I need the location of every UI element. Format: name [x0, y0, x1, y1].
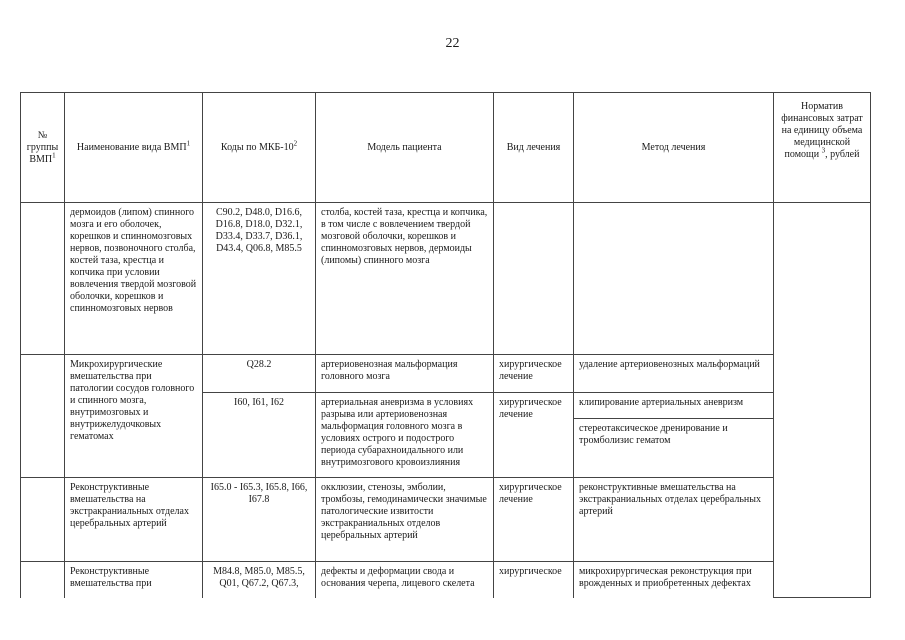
group-number-cell	[21, 355, 65, 478]
vmp-name-cell: Реконструктивные вмешательства при	[65, 562, 203, 598]
icd-codes-cell: M84.8, M85.0, M85.5, Q01, Q67.2, Q67.3,	[203, 562, 316, 598]
treatment-type-cell: хирургическое лечение	[494, 393, 574, 478]
treatment-method-cell: реконструктивные вмешательства на экстракраниальных отделах церебральных артерий	[574, 478, 774, 562]
treatment-method-cell: клипирование артериальных аневризм	[574, 393, 774, 419]
table-row	[21, 203, 871, 355]
treatment-type-cell: хирургическое	[494, 562, 574, 598]
vmp-table	[20, 92, 871, 598]
header-treatment-method: Метод лечения	[574, 93, 774, 203]
header-patient-model: Модель пациента	[316, 93, 494, 203]
vmp-name-cell: Реконструктивные вмешательства на экстракраниальных отделах церебральных артерий	[65, 478, 203, 562]
group-number-cell	[21, 478, 65, 562]
icd-codes-cell: I65.0 - I65.3, I65.8, I66, I67.8	[203, 478, 316, 562]
treatment-type-cell	[494, 203, 574, 355]
header-row	[21, 93, 871, 203]
group-number-cell	[21, 562, 65, 598]
table-row	[21, 355, 871, 393]
table-row	[21, 562, 871, 598]
header-vmp-name: Наименование вида ВМП$^1$	[65, 93, 203, 203]
patient-model-cell: окклюзии, стенозы, эмболии, тромбозы, гемодинамически значимые патологические извитости экстракраниальных отделов церебральных артерий	[316, 478, 494, 562]
patient-model-cell: артериальная аневризма в условиях разрыва или артериовенозная мальформация головного мозга в условиях острого и подострого периода субарахноидального или внутримозгового кровоизлияния	[316, 393, 494, 478]
icd-codes-cell: Q28.2	[203, 355, 316, 393]
header-group-number: № группы ВМП$^1$	[21, 93, 65, 203]
treatment-type-cell: хирургическое лечение	[494, 355, 574, 393]
icd-codes-cell: C90.2, D48.0, D16.6, D16.8, D18.0, D32.1, D33.4, D33.7, D36.1, D43.4, Q06.8, M85.5	[203, 203, 316, 355]
treatment-type-cell: хирургическое лечение	[494, 478, 574, 562]
vmp-name-cell: дермоидов (липом) спинного мозга и его оболочек, корешков и спинномозговых нервов, позвоночного столба, костей таза, крестца и копчика при условии вовлечения твердой мозговой оболочки, корешков и спинномозговых нервов	[65, 203, 203, 355]
vmp-name-cell: Микрохирургические вмешательства при патологии сосудов головного и спинного мозга, внутримозговых и внутрижелудочковых гематомах	[65, 355, 203, 478]
group-number-cell	[21, 203, 65, 355]
treatment-method-cell: стереотаксическое дренирование и тромболизис гематом	[574, 419, 774, 478]
treatment-method-cell	[574, 203, 774, 355]
treatment-method-cell: удаление артериовенозных мальформаций	[574, 355, 774, 393]
icd-codes-cell: I60, I61, I62	[203, 393, 316, 478]
patient-model-cell: артериовенозная мальформация головного мозга	[316, 355, 494, 393]
treatment-method-cell: микрохирургическая реконструкция при врожденных и приобретенных дефектах	[574, 562, 774, 598]
financial-norm-cell	[774, 203, 871, 598]
header-financial-norm: Норматив финансовых затрат на единицу объема медицинской помощи $^3$, рублей	[774, 93, 871, 203]
header-treatment-type: Вид лечения	[494, 93, 574, 203]
page-number: 22	[445, 36, 460, 51]
patient-model-cell: дефекты и деформации свода и основания черепа, лицевого скелета	[316, 562, 494, 598]
header-icd-codes: Коды по МКБ-$10^2$	[203, 93, 316, 203]
patient-model-cell: столба, костей таза, крестца и копчика, в том числе с вовлечением твердой мозговой оболочки, корешков и спинномозговых нервов, дермоиды (липомы) спинного мозга	[316, 203, 494, 355]
table-row	[21, 478, 871, 562]
